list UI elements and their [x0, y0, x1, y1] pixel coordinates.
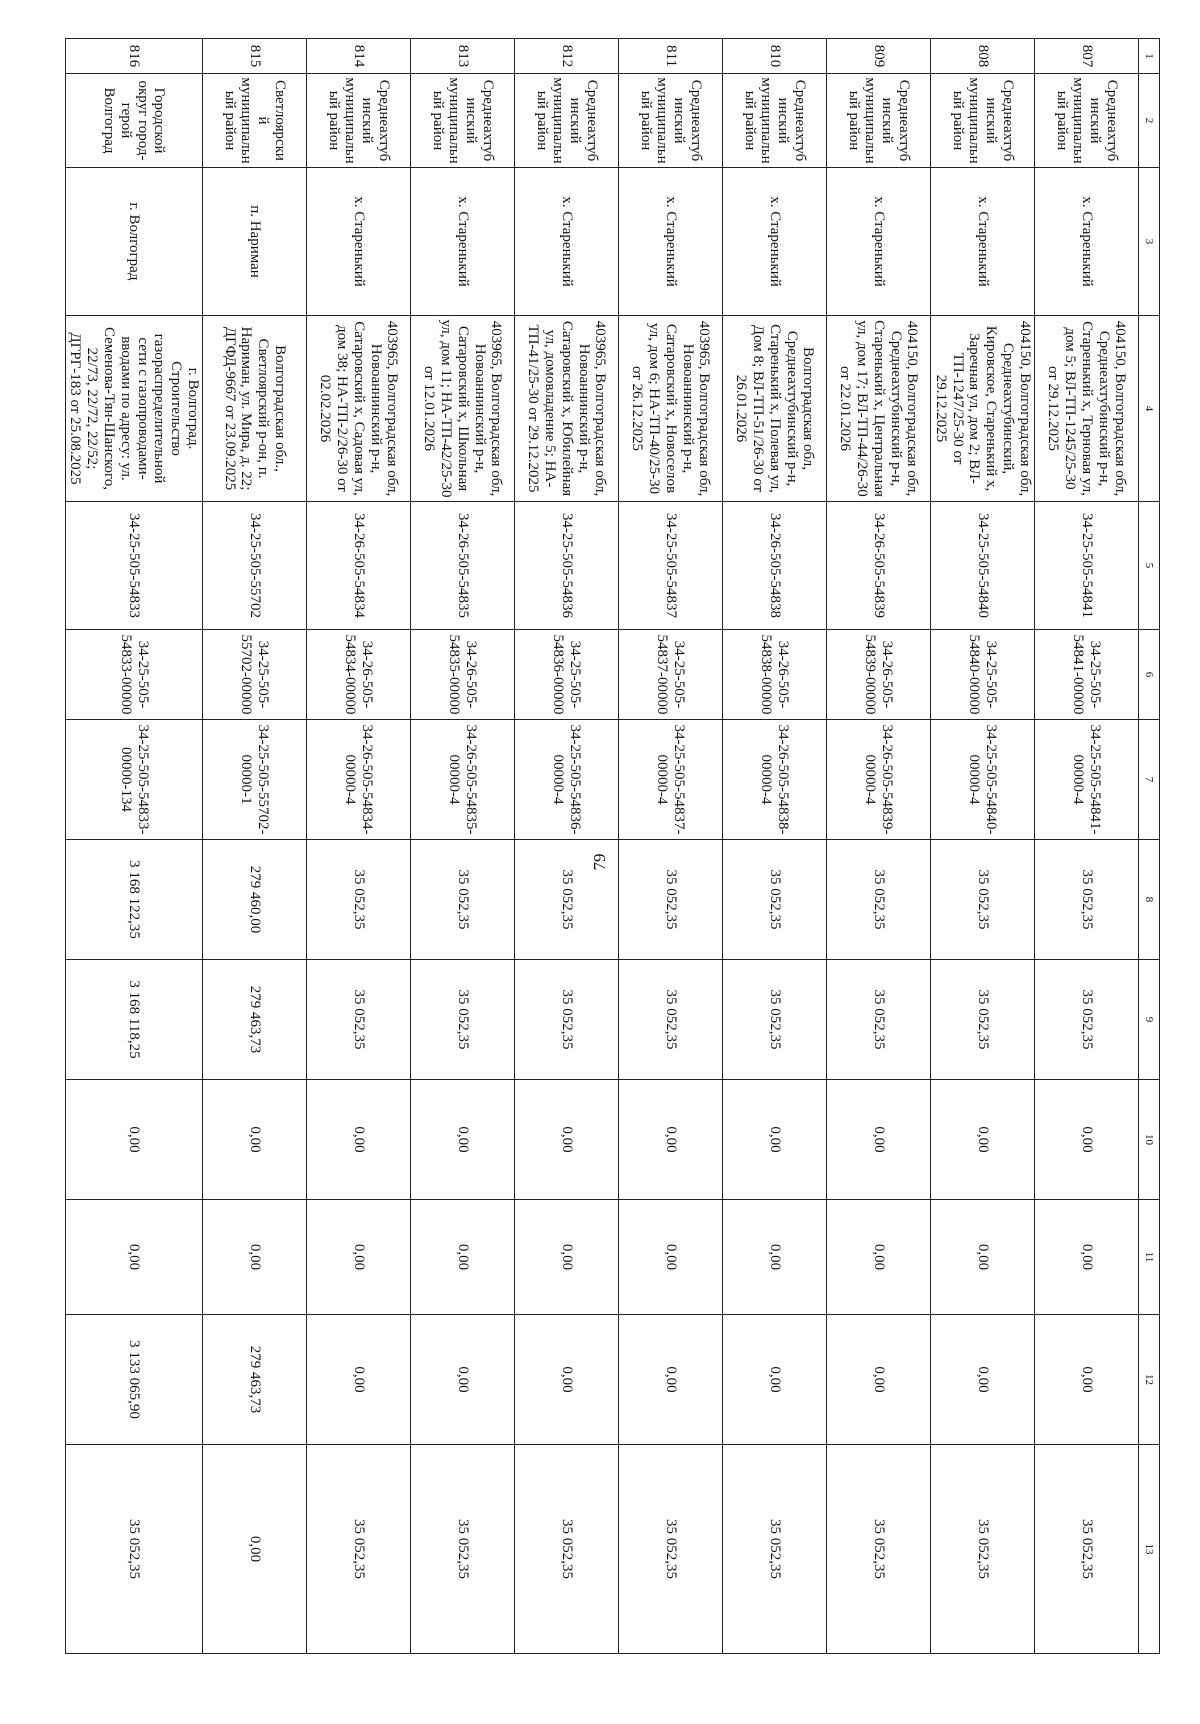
amount-col9-cell: 35 052,35 — [307, 960, 411, 1080]
amount-col11-cell: 0,00 — [411, 1200, 515, 1315]
column-number: 11 — [1139, 1200, 1160, 1315]
amount-col11-cell: 0,00 — [1035, 1200, 1139, 1315]
page-number: 79 — [590, 853, 609, 871]
district-cell: Среднеахтубинский муниципальный район — [411, 74, 515, 168]
territory-code-cell: 34-25-505-54841 — [1035, 502, 1139, 630]
address-cell: Волгоградская обл., Светлоярский р-он, п. Нариман, ул. Мира, д. 22; ДГФД-9667 от 23.09.2025 — [203, 316, 307, 502]
amount-col8-cell: 35 052,35 — [723, 840, 827, 960]
column-number: 13 — [1139, 1445, 1160, 1654]
amount-col10-cell: 0,00 — [307, 1080, 411, 1200]
row-number-cell: 813 — [411, 39, 515, 74]
column-number: 6 — [1139, 630, 1160, 720]
full-object-code-cell: 34-25-505-54841-00000-4 — [1035, 720, 1139, 840]
amount-col9-cell: 35 052,35 — [515, 960, 619, 1080]
amount-col12-cell: 0,00 — [307, 1315, 411, 1445]
amount-col13-cell: 35 052,35 — [619, 1445, 723, 1654]
settlement-cell: г. Волгоград — [65, 168, 202, 316]
table-row — [203, 39, 307, 1654]
address-cell: 403965, Волгоградская обл, Новоаннинский р-н, Сатаровский х, Садовая ул, дом 38; НА-ТП-2/26-30 от 02.02.2026 — [307, 316, 411, 502]
table-row — [619, 39, 723, 1654]
column-number: 7 — [1139, 720, 1160, 840]
amount-col9-cell: 35 052,35 — [411, 960, 515, 1080]
amount-col11-cell: 0,00 — [723, 1200, 827, 1315]
column-number: 9 — [1139, 960, 1160, 1080]
amount-col8-cell: 35 052,35 — [307, 840, 411, 960]
object-code-cell: 34-26-505-54834-00000 — [307, 630, 411, 720]
amount-col13-cell: 35 052,35 — [827, 1445, 931, 1654]
district-cell: Среднеахтубинский муниципальный район — [827, 74, 931, 168]
district-cell: Среднеахтубинский муниципальный район — [723, 74, 827, 168]
column-number: 8 — [1139, 840, 1160, 960]
data-table — [65, 38, 1160, 1654]
table-row — [827, 39, 931, 1654]
settlement-cell: х. Старенький — [411, 168, 515, 316]
settlement-cell: х. Старенький — [827, 168, 931, 316]
amount-col12-cell: 3 133 065,90 — [65, 1315, 202, 1445]
amount-col8-cell: 35 052,35 — [1035, 840, 1139, 960]
amount-col9-cell: 35 052,35 — [931, 960, 1035, 1080]
table-row — [1035, 39, 1139, 1654]
amount-col8-cell: 279 460,00 — [203, 840, 307, 960]
object-code-cell: 34-25-505-54836-00000 — [515, 630, 619, 720]
row-number-cell: 812 — [515, 39, 619, 74]
address-cell: 404150, Волгоградская обл, Среднеахтубинский р-н, Старенький х, Терновая ул, дом 5; ВЛ-ТП-1245/25-30 от 29.12.2025 — [1035, 316, 1139, 502]
address-cell: 403965, Волгоградская обл, Новоаннинский р-н, Сатаровский х, Школьная ул, дом 11; НА-ТП-42/25-30 от 12.01.2026 — [411, 316, 515, 502]
row-number-cell: 809 — [827, 39, 931, 74]
amount-col12-cell: 279 463,73 — [203, 1315, 307, 1445]
column-number: 10 — [1139, 1080, 1160, 1200]
full-object-code-cell: 34-25-505-54837-00000-4 — [619, 720, 723, 840]
column-number: 5 — [1139, 502, 1160, 630]
district-cell: Среднеахтубинский муниципальный район — [931, 74, 1035, 168]
amount-col13-cell: 35 052,35 — [931, 1445, 1035, 1654]
territory-code-cell: 34-25-505-54837 — [619, 502, 723, 630]
district-cell: Среднеахтубинский муниципальный район — [1035, 74, 1139, 168]
amount-col12-cell: 0,00 — [1035, 1315, 1139, 1445]
object-code-cell: 34-26-505-54838-00000 — [723, 630, 827, 720]
row-number-cell: 808 — [931, 39, 1035, 74]
full-object-code-cell: 34-26-505-54838-00000-4 — [723, 720, 827, 840]
amount-col10-cell: 0,00 — [411, 1080, 515, 1200]
amount-col12-cell: 0,00 — [411, 1315, 515, 1445]
object-code-cell: 34-25-505-54840-00000 — [931, 630, 1035, 720]
amount-col11-cell: 0,00 — [619, 1200, 723, 1315]
amount-col8-cell: 35 052,35 — [619, 840, 723, 960]
table-row — [411, 39, 515, 1654]
column-number: 1 — [1139, 39, 1160, 74]
settlement-cell: х. Старенький — [931, 168, 1035, 316]
full-object-code-cell: 34-26-505-54834-00000-4 — [307, 720, 411, 840]
amount-col13-cell: 35 052,35 — [1035, 1445, 1139, 1654]
territory-code-cell: 34-25-505-54836 — [515, 502, 619, 630]
object-code-cell: 34-25-505-54837-00000 — [619, 630, 723, 720]
amount-col10-cell: 0,00 — [203, 1080, 307, 1200]
object-code-cell: 34-25-505-54833-00000 — [65, 630, 202, 720]
territory-code-cell: 34-25-505-54833 — [65, 502, 202, 630]
row-number-cell: 810 — [723, 39, 827, 74]
amount-col11-cell: 0,00 — [827, 1200, 931, 1315]
address-cell: 403965, Волгоградская обл, Новоаннинский р-н, Сатаровский х, Юбилейная ул, домовладение 5; НА-ТП-41/25-30 от 29.12.2025 — [515, 316, 619, 502]
full-object-code-cell: 34-26-505-54835-00000-4 — [411, 720, 515, 840]
amount-col9-cell: 35 052,35 — [827, 960, 931, 1080]
amount-col10-cell: 0,00 — [619, 1080, 723, 1200]
district-cell: Среднеахтубинский муниципальный район — [515, 74, 619, 168]
settlement-cell: п. Нариман — [203, 168, 307, 316]
table-row — [515, 39, 619, 1654]
amount-col13-cell: 35 052,35 — [723, 1445, 827, 1654]
table-body — [65, 39, 1159, 1654]
row-number-cell: 815 — [203, 39, 307, 74]
amount-col10-cell: 0,00 — [931, 1080, 1035, 1200]
object-code-cell: 34-26-505-54839-00000 — [827, 630, 931, 720]
amount-col11-cell: 0,00 — [65, 1200, 202, 1315]
amount-col12-cell: 0,00 — [515, 1315, 619, 1445]
amount-col9-cell: 3 168 118,25 — [65, 960, 202, 1080]
settlement-cell: х. Старенький — [619, 168, 723, 316]
settlement-cell: х. Старенький — [515, 168, 619, 316]
amount-col13-cell: 35 052,35 — [515, 1445, 619, 1654]
amount-col11-cell: 0,00 — [203, 1200, 307, 1315]
amount-col10-cell: 0,00 — [723, 1080, 827, 1200]
amount-col11-cell: 0,00 — [931, 1200, 1035, 1315]
district-cell: Среднеахтубинский муниципальный район — [307, 74, 411, 168]
column-number-row — [1139, 39, 1160, 1654]
amount-col13-cell: 35 052,35 — [307, 1445, 411, 1654]
territory-code-cell: 34-26-505-54839 — [827, 502, 931, 630]
row-number-cell: 816 — [65, 39, 202, 74]
amount-col9-cell: 35 052,35 — [619, 960, 723, 1080]
full-object-code-cell: 34-25-505-54840-00000-4 — [931, 720, 1035, 840]
amount-col13-cell: 35 052,35 — [65, 1445, 202, 1654]
address-cell: 404150, Волгоградская обл, Среднеахтубинский р-н, Старенький х, Центральная ул, дом 17; ВЛ-ТП-44/26-30 от 22.01.2026 — [827, 316, 931, 502]
settlement-cell: х. Старенький — [1035, 168, 1139, 316]
address-cell: г. Волгоград. Строительство газораспределительной сети с газопроводами-вводами по адресу: ул. Семенова-Тян-Шанского, 22/73, 22/72, 22/52; ДГРГ-183 от 25.08.2025 — [65, 316, 202, 502]
full-object-code-cell: 34-25-505-55702-00000-1 — [203, 720, 307, 840]
territory-code-cell: 34-25-505-55702 — [203, 502, 307, 630]
district-cell: Среднеахтубинский муниципальный район — [619, 74, 723, 168]
column-number: 2 — [1139, 74, 1160, 168]
amount-col12-cell: 0,00 — [723, 1315, 827, 1445]
amount-col8-cell: 35 052,35 — [931, 840, 1035, 960]
territory-code-cell: 34-26-505-54834 — [307, 502, 411, 630]
full-object-code-cell: 34-25-505-54833-00000-134 — [65, 720, 202, 840]
row-number-cell: 811 — [619, 39, 723, 74]
amount-col11-cell: 0,00 — [307, 1200, 411, 1315]
amount-col8-cell: 35 052,35 — [827, 840, 931, 960]
address-cell: Волгоградская обл, Среднеахтубинский р-н, Старенький х, Полевая ул, Дом 8; ВЛ-ТП-51/26-30 от 26.01.2026 — [723, 316, 827, 502]
object-code-cell: 34-25-505-54841-00000 — [1035, 630, 1139, 720]
amount-col9-cell: 279 463,73 — [203, 960, 307, 1080]
rotated-table-container — [67, 38, 1160, 1653]
amount-col9-cell: 35 052,35 — [1035, 960, 1139, 1080]
territory-code-cell: 34-25-505-54840 — [931, 502, 1035, 630]
settlement-cell: х. Старенький — [723, 168, 827, 316]
territory-code-cell: 34-26-505-54838 — [723, 502, 827, 630]
full-object-code-cell: 34-26-505-54839-00000-4 — [827, 720, 931, 840]
table-row — [307, 39, 411, 1654]
amount-col10-cell: 0,00 — [65, 1080, 202, 1200]
district-cell: Городской округ город-герой Волгоград — [65, 74, 202, 168]
column-number: 3 — [1139, 168, 1160, 316]
territory-code-cell: 34-26-505-54835 — [411, 502, 515, 630]
amount-col12-cell: 0,00 — [827, 1315, 931, 1445]
amount-col9-cell: 35 052,35 — [723, 960, 827, 1080]
full-object-code-cell: 34-25-505-54836-00000-4 — [515, 720, 619, 840]
amount-col13-cell: 0,00 — [203, 1445, 307, 1654]
amount-col10-cell: 0,00 — [827, 1080, 931, 1200]
address-cell: 403965, Волгоградская обл, Новоаннинский р-н, Сатаровский х, Новоселов ул, дом 6; НА-ТП-40/25-30 от 26.12.2025 — [619, 316, 723, 502]
object-code-cell: 34-26-505-54835-00000 — [411, 630, 515, 720]
amount-col12-cell: 0,00 — [619, 1315, 723, 1445]
row-number-cell: 807 — [1035, 39, 1139, 74]
table-row — [65, 39, 202, 1654]
amount-col10-cell: 0,00 — [515, 1080, 619, 1200]
district-cell: Светлоярский муниципальный район — [203, 74, 307, 168]
address-cell: 404150, Волгоградская обл, Среднеахтубинский, Кировское, Старенький х, Заречная ул, дом 2; ВЛ-ТП-1247/25-30 от 29.12.2025 — [931, 316, 1035, 502]
column-number: 12 — [1139, 1315, 1160, 1445]
amount-col8-cell: 35 052,35 — [515, 840, 619, 960]
object-code-cell: 34-25-505-55702-00000 — [203, 630, 307, 720]
amount-col8-cell: 35 052,35 — [411, 840, 515, 960]
amount-col12-cell: 0,00 — [931, 1315, 1035, 1445]
table-row — [931, 39, 1035, 1654]
amount-col11-cell: 0,00 — [515, 1200, 619, 1315]
settlement-cell: х. Старенький — [307, 168, 411, 316]
column-number: 4 — [1139, 316, 1160, 502]
amount-col13-cell: 35 052,35 — [411, 1445, 515, 1654]
amount-col8-cell: 3 168 122,35 — [65, 840, 202, 960]
amount-col10-cell: 0,00 — [1035, 1080, 1139, 1200]
row-number-cell: 814 — [307, 39, 411, 74]
table-row — [723, 39, 827, 1654]
